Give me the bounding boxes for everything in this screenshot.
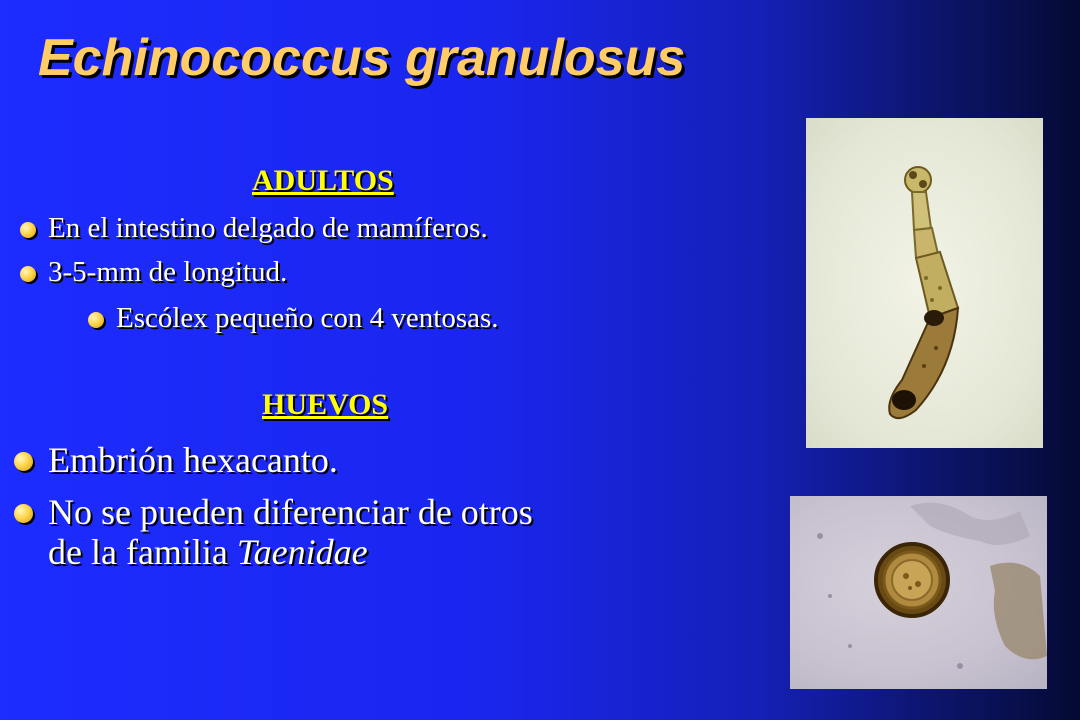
bullet-dot-icon [88,312,104,328]
adults-heading: ADULTOS [252,164,394,197]
bullet-text: 3-5-mm de longitud. [48,256,288,288]
adult-tapeworm-micrograph-icon [806,118,1043,448]
bullet-text [48,492,533,572]
bullet-dot-icon [14,504,33,523]
egg-micrograph-icon [790,496,1047,689]
bullet-text: En el intestino delgado de mamíferos. [48,212,488,244]
eggs-heading: HUEVOS [262,388,389,421]
bullet-text-line1: No se pueden diferenciar de otros [48,492,533,532]
bullet-dot-icon [20,222,36,238]
bullet-dot-icon [20,266,36,282]
bullet-text-family-name: Taenidae [236,532,368,572]
bullet-text: Escólex pequeño con 4 ventosas. [116,302,499,334]
bullet-text-line2-prefix: de la familia [48,532,237,572]
bullet-text: Embrión hexacanto. [48,440,338,480]
bullet-dot-icon [14,452,33,471]
slide-title: Echinococcus granulosus [38,29,686,87]
